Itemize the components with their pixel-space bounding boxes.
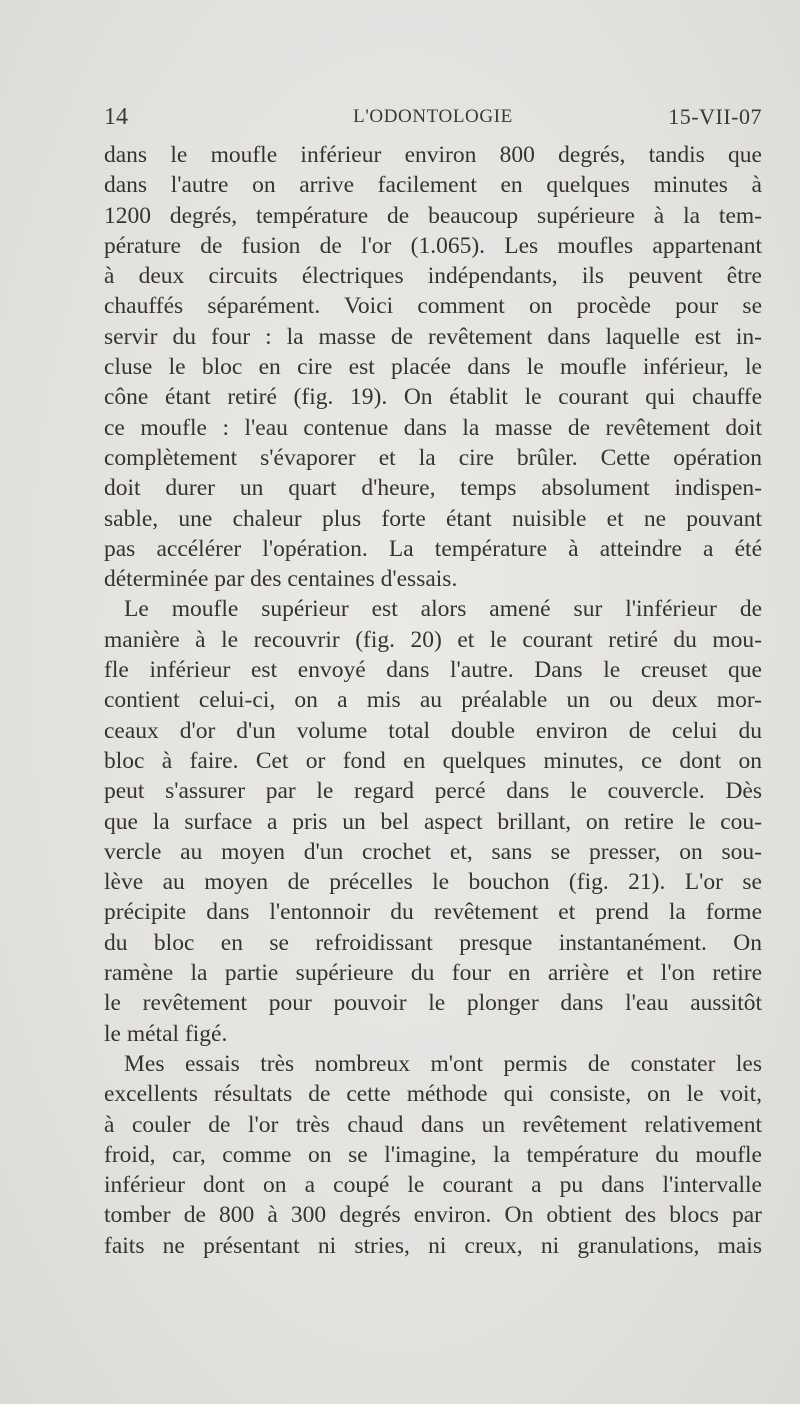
issue-date: 15-VII-07 [668, 104, 762, 129]
text-line: Mes essais très nombreux m'ont permis de constater les [124, 1050, 762, 1077]
text-line: à deux circuits électriques indépendants, ils peuvent être [104, 263, 762, 290]
text-line: 1200 degrés, température de beaucoup supérieure à la tem- [104, 202, 762, 229]
text-line: bloc à faire. Cet or fond en quelques minutes, ce dont on [104, 747, 762, 774]
text-line: vercle au moyen d'un crochet et, sans se presser, on sou- [104, 838, 762, 865]
running-title: L'ODONTOLOGIE [353, 106, 513, 127]
text-line: fle inférieur est envoyé dans l'autre. Dans le creuset que [104, 657, 762, 684]
text-line: contient celui-ci, on a mis au préalable un ou deux mor- [104, 687, 762, 714]
text-line: servir du four : la masse de revêtement dans laquelle est in- [104, 323, 762, 350]
text-line: déterminée par des centaines d'essais. [104, 566, 458, 593]
text-line: doit durer un quart d'heure, temps absolument indispen- [104, 475, 762, 502]
text-line: pérature de fusion de l'or (1.065). Les moufles appartenant [104, 232, 762, 259]
text-line: lève au moyen de précelles le bouchon (fig. 21). L'or se [104, 869, 762, 896]
text-line: cône étant retiré (fig. 19). On établit le courant qui chauffe [104, 384, 762, 411]
text-line: Le moufle supérieur est alors amené sur l'inférieur de [124, 596, 762, 623]
text-line: que la surface a pris un bel aspect brillant, on retire le cou- [104, 808, 762, 835]
text-line: du bloc en se refroidissant presque instantanément. On [104, 929, 762, 956]
text-line: chauffés séparément. Voici comment on procède pour se [104, 293, 762, 320]
text-line: inférieur dont on a coupé le courant a pu dans l'intervalle [104, 1172, 762, 1199]
body-text [104, 140, 762, 1261]
text-line: excellents résultats de cette méthode qui consiste, on le voit, [104, 1081, 762, 1108]
text-line: dans le moufle inférieur environ 800 degrés, tandis que [104, 142, 762, 168]
text-line: dans l'autre on arrive facilement en quelques minutes à [104, 172, 762, 199]
text-line: le métal figé. [104, 1020, 228, 1047]
text-line: tomber de 800 à 300 degrés environ. On obtient des blocs par [104, 1202, 762, 1229]
text-line: peut s'assurer par le regard percé dans le couvercle. Dès [104, 778, 762, 805]
text-line: froid, car, comme on se l'imagine, la température du moufle [104, 1141, 762, 1168]
page-header [104, 104, 762, 134]
text-line: ce moufle : l'eau contenue dans la masse de revêtement doit [104, 414, 762, 441]
text-line: le revêtement pour pouvoir le plonger dans l'eau aussitôt [104, 990, 762, 1017]
text-line: ramène la partie supérieure du four en arrière et l'on retire [104, 960, 762, 987]
text-line: ceaux d'or d'un volume total double environ de celui du [104, 717, 762, 744]
text-line: faits ne présentant ni stries, ni creux, ni granulations, mais [104, 1232, 762, 1259]
text-line: à couler de l'or très chaud dans un revêtement relativement [104, 1111, 762, 1138]
text-line: cluse le bloc en cire est placée dans le moufle inférieur, le [104, 354, 762, 381]
text-line: complètement s'évaporer et la cire brûler. Cette opération [104, 444, 762, 471]
page-number: 14 [104, 104, 128, 130]
text-line: manière à le recouvrir (fig. 20) et le courant retiré du mou- [104, 626, 762, 653]
text-line: pas accélérer l'opération. La température à atteindre a été [104, 535, 762, 562]
text-line: sable, une chaleur plus forte étant nuisible et ne pouvant [104, 505, 762, 532]
text-line: précipite dans l'entonnoir du revêtement et prend la forme [104, 899, 762, 926]
